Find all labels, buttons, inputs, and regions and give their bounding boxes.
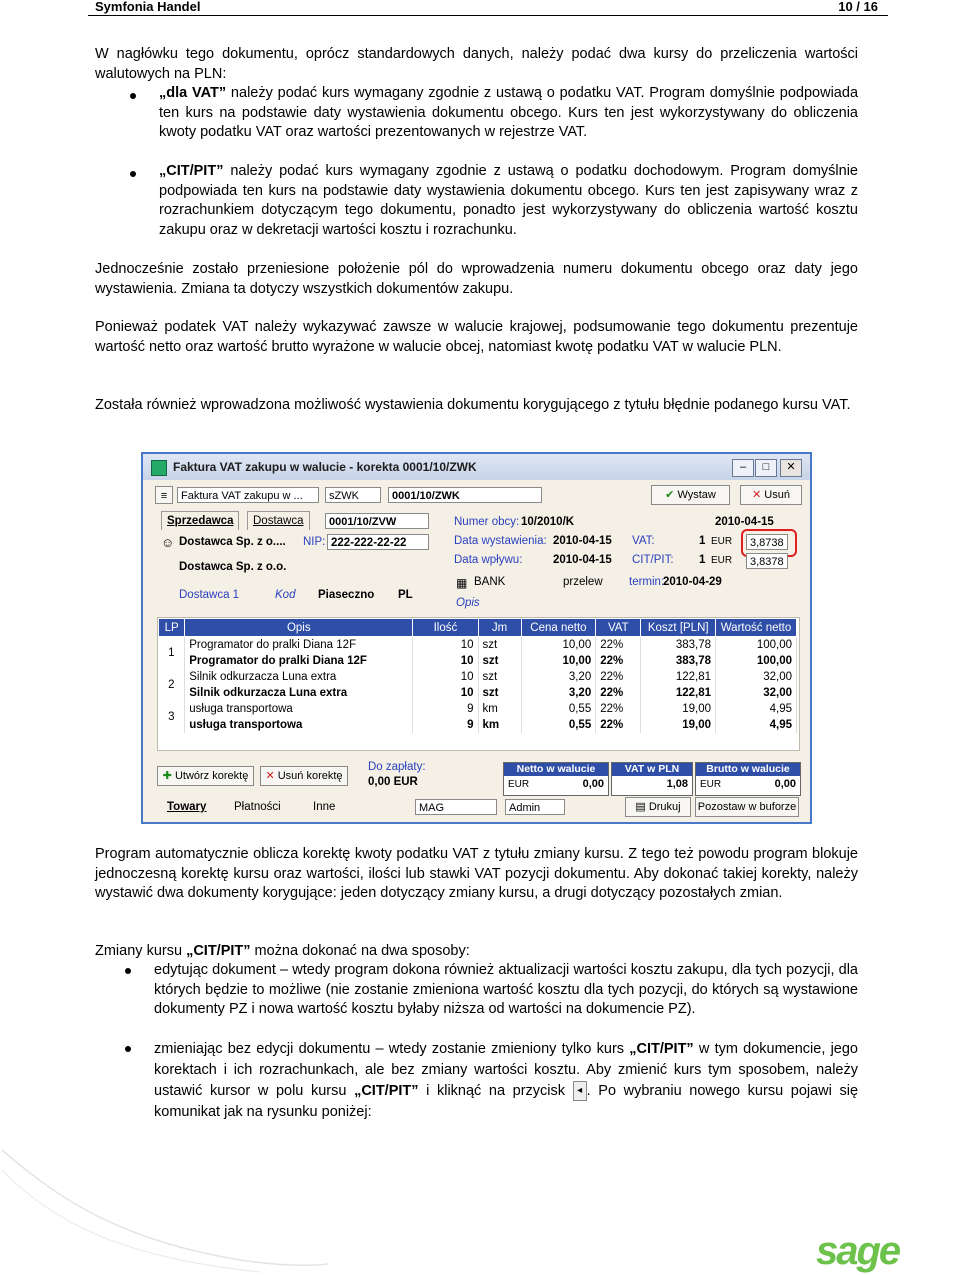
para6-bold: „CIT/PIT” bbox=[186, 943, 251, 959]
issue-date-label: Data wystawienia: bbox=[454, 535, 547, 547]
table-row[interactable] bbox=[159, 701, 797, 717]
foreign-number: 10/2010/K bbox=[521, 516, 575, 528]
bullet-edit: edytując dokument – wtedy program dokona również aktualizacji wartości kosztu zakupu, dla tych pozycji, dla których będzie to możliwe (nie zostanie zmieniona wartość kosztu dla tych pozycji, do których są wystawione dokumenty PZ i nowa wartość kosztu byłaby niższa od wartości na dokumencie PZ). bbox=[154, 962, 858, 1018]
delete-correction-button[interactable] bbox=[260, 766, 348, 786]
invoice-correction-window bbox=[141, 452, 812, 824]
close-icon[interactable]: ✕ bbox=[780, 459, 802, 477]
x-icon: ✕ bbox=[752, 489, 762, 501]
net-currency: EUR bbox=[508, 779, 530, 790]
cell-desc: Programator do pralki Diana 12F bbox=[185, 637, 413, 654]
para6-text-2: można dokonać na dwa sposoby: bbox=[250, 943, 470, 959]
items-header-row bbox=[159, 619, 797, 637]
col-unit[interactable]: Jm bbox=[478, 619, 521, 637]
country: PL bbox=[398, 589, 413, 601]
bullet2-text-3: i kliknąć na przycisk bbox=[418, 1083, 566, 1099]
bullet2-text-2: w tym dokumencie, jego korektach i ich rozrachunkach, ale bez zmiany wartości kosztu. Aby zmienić kurs tym sposobem, należy ustawić kursor w polu kursu bbox=[154, 1041, 858, 1099]
delete-button[interactable] bbox=[740, 485, 802, 505]
table-row[interactable] bbox=[159, 669, 797, 685]
tab-goods[interactable]: Towary bbox=[167, 801, 207, 813]
cit-rate-currency: EUR bbox=[711, 555, 733, 566]
net-summary-label: Netto w walucie bbox=[504, 763, 608, 776]
cell-unit: szt bbox=[478, 653, 521, 669]
cell-vat: 22% bbox=[596, 637, 641, 654]
cell-price: 0,55 bbox=[521, 717, 596, 733]
cell-price: 3,20 bbox=[521, 685, 596, 701]
cell-desc: usługa transportowa bbox=[185, 717, 413, 733]
delete-button-label: Usuń bbox=[764, 489, 790, 501]
cit-rate-field[interactable]: 3,8378 bbox=[746, 553, 788, 569]
bullet-cit bbox=[159, 162, 858, 240]
bullet2-text-4: . Po wybraniu nowego kursu pojawi się komunikat jak na rysunku poniżej: bbox=[154, 1083, 859, 1120]
table-row[interactable] bbox=[159, 653, 797, 669]
cell-cost: 383,78 bbox=[641, 637, 716, 654]
intro-paragraph: W nagłówku tego dokumentu, oprócz standardowych danych, należy podać dwa kursy do przeliczenia wartości walutowych na PLN: bbox=[95, 46, 858, 82]
original-document-number[interactable]: 0001/10/ZVW bbox=[325, 513, 429, 529]
cell-vat: 22% bbox=[596, 669, 641, 685]
vat-rate-label: VAT: bbox=[632, 535, 655, 547]
row-lp: 1 bbox=[159, 637, 185, 670]
gross-value: 0,00 bbox=[774, 778, 796, 790]
issue-button[interactable] bbox=[651, 485, 730, 505]
arrow-left-icon[interactable]: ◂ bbox=[573, 1081, 587, 1101]
nip-label: NIP: bbox=[303, 536, 326, 548]
to-pay-amount: 0,00 EUR bbox=[368, 776, 418, 788]
bullet-no-edit bbox=[154, 1039, 858, 1123]
city: Piaseczno bbox=[318, 589, 375, 601]
foreign-number-date: 2010-04-15 bbox=[715, 516, 774, 528]
paragraph-4: Została również wprowadzona możliwość wystawienia dokumentu korygującego z tytułu błędnie podanego kursu VAT. bbox=[95, 397, 851, 413]
paragraph-3: Ponieważ podatek VAT należy wykazywać zawsze w walucie krajowej, podsumowanie tego dokumentu prezentuje wartość netto oraz wartość brutto wyrażone w walucie obcej, natomiast kwotę podatku VAT w walucie PLN. bbox=[95, 319, 858, 355]
issue-date: 2010-04-15 bbox=[553, 535, 612, 547]
cit-rate-qty: 1 bbox=[699, 554, 706, 566]
bullet-vat-text: należy podać kurs wymagany zgodnie z ustawą o podatku VAT. Program domyślnie podpowiada ten kurs na podstawie daty wystawienia dokumentu obcego. Kurs ten jest wykorzystywany do obliczenia kwoty podatku VAT oraz wartości prezentowanych w rejestrze VAT. bbox=[159, 85, 859, 141]
cell-unit: km bbox=[478, 701, 521, 717]
table-row[interactable] bbox=[159, 637, 797, 654]
menu-icon[interactable]: ≡ bbox=[155, 486, 173, 504]
paragraph-6 bbox=[95, 942, 858, 962]
bank-label: BANK bbox=[474, 576, 506, 588]
cell-qty: 9 bbox=[413, 717, 478, 733]
cit-rate-label: CIT/PIT: bbox=[632, 554, 674, 566]
sage-logo: sage bbox=[816, 1229, 900, 1273]
window-titlebar bbox=[143, 454, 810, 480]
description-label: Opis bbox=[456, 597, 480, 609]
x-icon: ✕ bbox=[265, 770, 275, 782]
cell-desc: Silnik odkurzacza Luna extra bbox=[185, 685, 413, 701]
bullet-cit-bold: „CIT/PIT” bbox=[159, 163, 224, 179]
bullet2-bold-2: „CIT/PIT” bbox=[354, 1083, 419, 1099]
gross-summary-label: Brutto w walucie bbox=[696, 763, 800, 776]
cell-value: 4,95 bbox=[716, 701, 797, 717]
tab-other[interactable]: Inne bbox=[313, 801, 336, 813]
contractor-icon: ☺ bbox=[161, 535, 175, 550]
payment-method: przelew bbox=[563, 576, 603, 588]
vat-pln-value: 1,08 bbox=[666, 778, 688, 790]
header-rule bbox=[88, 15, 888, 16]
bullet-vat bbox=[159, 84, 858, 143]
bank-icon: ▦ bbox=[456, 576, 468, 590]
check-icon: ✔ bbox=[665, 489, 675, 501]
cell-qty: 10 bbox=[413, 685, 478, 701]
nip-field[interactable]: 222-222-22-22 bbox=[327, 534, 429, 550]
minimize-icon[interactable]: – bbox=[732, 459, 754, 477]
tab-payments[interactable]: Płatności bbox=[234, 801, 281, 813]
cell-vat: 22% bbox=[596, 717, 641, 733]
col-lp[interactable]: LP bbox=[159, 619, 185, 637]
plus-icon: ✚ bbox=[162, 770, 172, 782]
cell-vat: 22% bbox=[596, 701, 641, 717]
cell-value: 100,00 bbox=[716, 637, 797, 654]
foreign-number-label: Numer obcy: bbox=[454, 516, 520, 528]
cell-qty: 9 bbox=[413, 701, 478, 717]
cell-desc: usługa transportowa bbox=[185, 701, 413, 717]
col-net-value[interactable]: Wartość netto bbox=[716, 619, 797, 637]
maximize-icon[interactable]: □ bbox=[755, 459, 777, 477]
cell-unit: szt bbox=[478, 669, 521, 685]
supplier-name-short: Dostawca Sp. z o.... bbox=[179, 536, 286, 548]
paragraph-2: Jednocześnie zostało przeniesione położenie pól do wprowadzenia numeru dokumentu obcego oraz daty jego wystawienia. Zmiana ta dotyczy wszystkich dokumentów zakupu. bbox=[95, 261, 858, 297]
para6-text: Zmiany kursu bbox=[95, 943, 187, 959]
code-label: Kod bbox=[275, 589, 296, 601]
gross-summary bbox=[695, 762, 801, 796]
cell-value: 32,00 bbox=[716, 685, 797, 701]
cell-cost: 122,81 bbox=[641, 669, 716, 685]
supplier-code: Dostawca 1 bbox=[179, 589, 240, 601]
supplier-panel bbox=[155, 511, 443, 611]
bullet2-text: zmieniając bez edycji dokumentu – wtedy zostanie zmieniony tylko kurs bbox=[154, 1041, 630, 1057]
cell-value: 32,00 bbox=[716, 669, 797, 685]
print-button[interactable] bbox=[625, 797, 691, 817]
window-title: Faktura VAT zakupu w walucie - korekta 0001/10/ZWK bbox=[173, 460, 477, 474]
due-date: 2010-04-29 bbox=[663, 576, 722, 588]
paragraph-5: Program automatycznie oblicza korektę kwoty podatku VAT z tytułu zmiany kursu. Z tego też powodu program blokuje jednoczesną korektę kursu oraz wartości, ilości lub stawki VAT pozycji dokumentu. Aby dokonać takiej korekty, należy wystawić dwa dokumenty korygujące: jeden dotyczący zmiany kursu, a drugi dotyczący pozostałych zmian. bbox=[95, 846, 858, 902]
cell-value: 4,95 bbox=[716, 717, 797, 733]
cell-cost: 122,81 bbox=[641, 685, 716, 701]
bullet2-bold: „CIT/PIT” bbox=[629, 1041, 694, 1057]
warehouse-select[interactable]: MAG bbox=[415, 799, 497, 815]
cell-cost: 19,00 bbox=[641, 717, 716, 733]
delete-correction-label: Usuń korektę bbox=[277, 770, 343, 782]
cell-desc: Silnik odkurzacza Luna extra bbox=[185, 669, 413, 685]
create-correction-label: Utwórz korektę bbox=[174, 770, 249, 782]
cell-qty: 10 bbox=[413, 669, 478, 685]
document-title: Symfonia Handel bbox=[95, 0, 201, 14]
page-header bbox=[0, 0, 960, 14]
table-row[interactable] bbox=[159, 717, 797, 733]
cell-price: 10,00 bbox=[521, 653, 596, 669]
to-pay-label: Do zapłaty: bbox=[368, 761, 426, 773]
vat-pln-label: VAT w PLN bbox=[612, 763, 692, 776]
cell-value: 100,00 bbox=[716, 653, 797, 669]
issue-button-label: Wystaw bbox=[677, 489, 716, 501]
col-desc[interactable]: Opis bbox=[185, 619, 413, 637]
col-qty[interactable]: Ilość bbox=[413, 619, 478, 637]
net-summary bbox=[503, 762, 609, 796]
decorative-swirl bbox=[0, 1140, 330, 1275]
printer-icon: ▤ bbox=[635, 801, 646, 813]
bullet-dot bbox=[125, 1046, 131, 1052]
series-select[interactable]: sZWK bbox=[325, 487, 381, 503]
bullet-vat-bold: „dla VAT” bbox=[159, 85, 227, 101]
table-row[interactable] bbox=[159, 685, 797, 701]
cell-price: 0,55 bbox=[521, 701, 596, 717]
net-value: 0,00 bbox=[582, 778, 604, 790]
gross-currency: EUR bbox=[700, 779, 722, 790]
cell-price: 3,20 bbox=[521, 669, 596, 685]
supplier-name-full: Dostawca Sp. z o.o. bbox=[179, 561, 287, 573]
cell-desc: Programator do pralki Diana 12F bbox=[185, 653, 413, 669]
cell-unit: km bbox=[478, 717, 521, 733]
user-field[interactable]: Admin bbox=[505, 799, 565, 815]
cell-unit: szt bbox=[478, 637, 521, 654]
bullet-dot bbox=[130, 93, 136, 99]
tab-seller[interactable]: Sprzedawca bbox=[161, 511, 239, 530]
cell-vat: 22% bbox=[596, 685, 641, 701]
vat-pln-summary bbox=[611, 762, 693, 796]
items-table bbox=[158, 618, 797, 733]
col-vat[interactable]: VAT bbox=[596, 619, 641, 637]
cell-cost: 19,00 bbox=[641, 701, 716, 717]
document-type-select[interactable]: Faktura VAT zakupu w ... bbox=[177, 487, 319, 503]
bullet-dot bbox=[130, 171, 136, 177]
cell-price: 10,00 bbox=[521, 637, 596, 654]
receipt-date: 2010-04-15 bbox=[553, 554, 612, 566]
print-button-label: Drukuj bbox=[648, 801, 681, 813]
receipt-date-label: Data wpływu: bbox=[454, 554, 523, 566]
leave-in-buffer-button[interactable]: Pozostaw w buforze bbox=[695, 797, 799, 817]
col-net-price[interactable]: Cena netto bbox=[521, 619, 596, 637]
cell-qty: 10 bbox=[413, 637, 478, 654]
due-label: termin: bbox=[629, 576, 665, 588]
bullet-dot bbox=[125, 968, 131, 974]
page-number: 10 / 16 bbox=[838, 0, 878, 14]
bullet-cit-text: należy podać kurs wymagany zgodnie z ustawą o podatku dochodowym. Program domyślnie podpowiada ten kurs na podstawie daty wystawienia dokumentu obcego. Kurs ten jest zapisywany wraz z rozrachunkiem dotyczącym tego dokumentu, ponadto jest wykorzystywany do obliczenia wartość kosztu zakupu oraz w dekretacji wartości kosztu i rozrachunku. bbox=[159, 163, 858, 238]
document-number-field[interactable]: 0001/10/ZWK bbox=[388, 487, 542, 503]
vat-rate-currency: EUR bbox=[711, 536, 733, 547]
row-lp: 3 bbox=[159, 701, 185, 733]
cell-vat: 22% bbox=[596, 653, 641, 669]
create-correction-button[interactable] bbox=[157, 766, 254, 786]
app-icon bbox=[151, 460, 167, 476]
row-lp: 2 bbox=[159, 669, 185, 701]
col-cost[interactable]: Koszt [PLN] bbox=[641, 619, 716, 637]
cell-qty: 10 bbox=[413, 653, 478, 669]
tab-supplier[interactable]: Dostawca bbox=[247, 511, 310, 530]
vat-rate-qty: 1 bbox=[699, 535, 706, 547]
vat-rate-field[interactable]: 3,8738 bbox=[746, 534, 788, 550]
cell-cost: 383,78 bbox=[641, 653, 716, 669]
cell-unit: szt bbox=[478, 685, 521, 701]
